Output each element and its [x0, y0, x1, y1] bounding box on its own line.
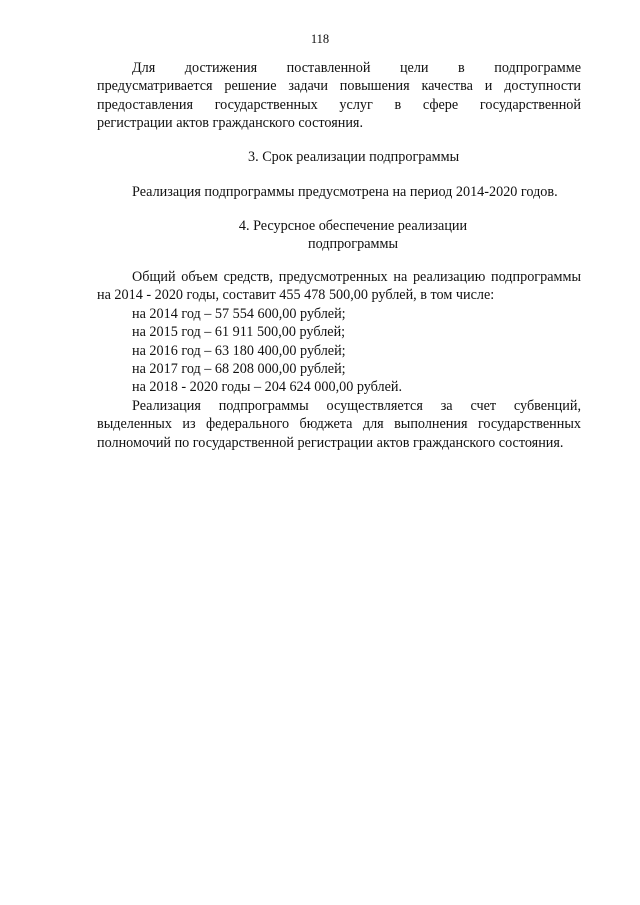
goal-line-4: регистрации актов гражданского состояния. — [97, 115, 363, 132]
funding-intro-line-2: на 2014 - 2020 годы, составит 455 478 500,00 рублей, в том числе: — [97, 287, 495, 304]
goal-line-2: предусматривается решение задачи повышения качества и доступности — [97, 78, 581, 95]
funding-paragraph — [97, 268, 581, 452]
funding-item-2016: на 2016 год – 63 180 400,00 рублей; — [132, 342, 346, 359]
goal-line-3: предоставления государственных услуг в сфере государственной — [97, 96, 581, 113]
goal-line-1: Для достижения поставленной цели в подпрограмме — [132, 60, 581, 76]
period-text: Реализация подпрограммы предусмотрена на период 2014-2020 годов. — [132, 184, 558, 200]
page-number: 118 — [310, 32, 330, 46]
section-3-text — [97, 183, 581, 201]
funding-item-2015: на 2015 год – 61 911 500,00 рублей; — [132, 324, 346, 341]
funding-source-line-2: выделенных из федерального бюджета для выполнения государственных — [97, 416, 581, 433]
funding-item-2014: на 2014 год – 57 554 600,00 рублей; — [132, 305, 346, 322]
funding-item-2018-2020: на 2018 - 2020 годы – 204 624 000,00 рублей. — [132, 379, 403, 396]
section-4-heading-line-1: 4. Ресурсное обеспечение реализации — [238, 218, 468, 234]
funding-intro-line-1: Общий объем средств, предусмотренных на реализацию подпрограммы — [132, 269, 581, 285]
funding-source-line-3: полномочий по государственной регистрации актов гражданского состояния. — [97, 434, 564, 451]
funding-item-2017: на 2017 год – 68 208 000,00 рублей; — [132, 361, 346, 378]
funding-source-line-1: Реализация подпрограммы осуществляется за счет субвенций, — [132, 397, 581, 414]
section-4-heading — [97, 217, 581, 254]
section-3-heading: 3. Срок реализации подпрограммы — [248, 149, 460, 165]
section-4-heading-line-2: подпрограммы — [308, 236, 398, 253]
goal-paragraph — [97, 59, 581, 133]
